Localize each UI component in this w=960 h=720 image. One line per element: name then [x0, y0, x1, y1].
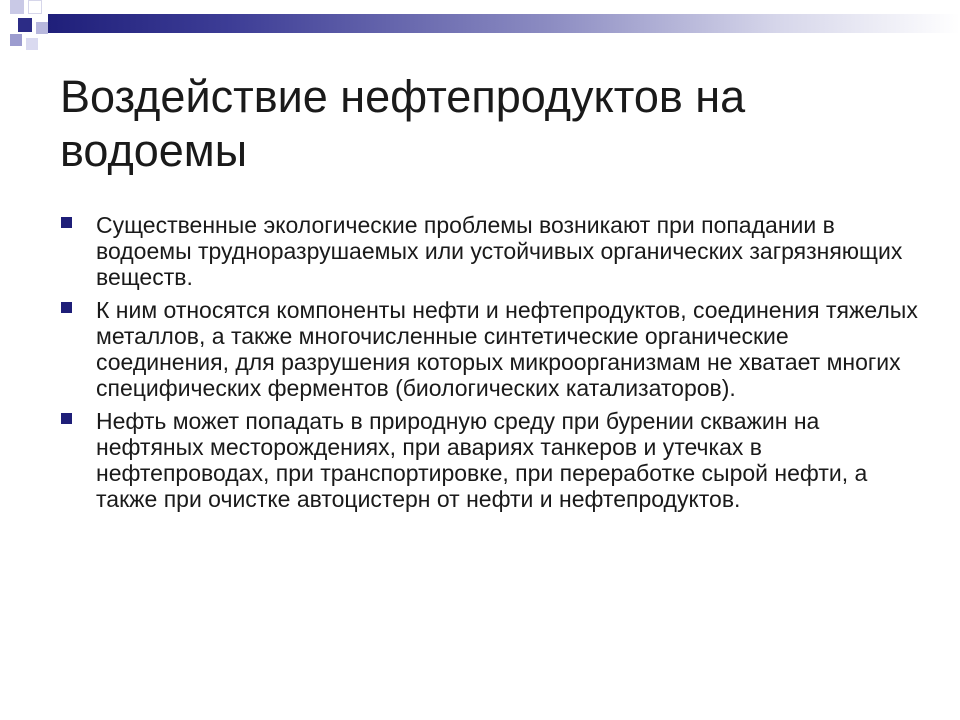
decor-square — [18, 18, 32, 32]
bullet-item — [60, 408, 920, 512]
decor-square — [10, 0, 24, 14]
square-bullet-icon — [61, 217, 72, 228]
decor-square — [36, 22, 48, 34]
bullet-item — [60, 212, 920, 290]
bullet-text: Существенные экологические проблемы возникают при попадании в водоемы трудноразрушаемых или устойчивых органических загрязняющих веществ. — [96, 212, 903, 290]
decor-square — [26, 38, 38, 50]
decor-square — [10, 34, 22, 46]
decor-square — [0, 18, 14, 32]
bullet-text: Нефть может попадать в природную среду при бурении скважин на нефтяных месторождениях, при авариях танкеров и утечках в нефтепроводах, при транспортировке, при переработке сырой нефти, а также при очистке автоцистерн от нефти и нефтепродуктов. — [96, 408, 868, 512]
slide-title: Воздействие нефтепродуктов на водоемы — [60, 71, 746, 176]
bullet-list — [60, 212, 920, 519]
header-gradient-bar — [48, 14, 960, 33]
square-bullet-icon — [61, 302, 72, 313]
decor-square — [28, 0, 42, 14]
bullet-item — [60, 297, 920, 401]
square-bullet-icon — [61, 413, 72, 424]
bullet-text: К ним относятся компоненты нефти и нефтепродуктов, соединения тяжелых металлов, а также многочисленные синтетические органические соединения, для разрушения которых микроорганизмам не хватает многих специфических ферментов (биологических катализаторов). — [96, 297, 918, 401]
